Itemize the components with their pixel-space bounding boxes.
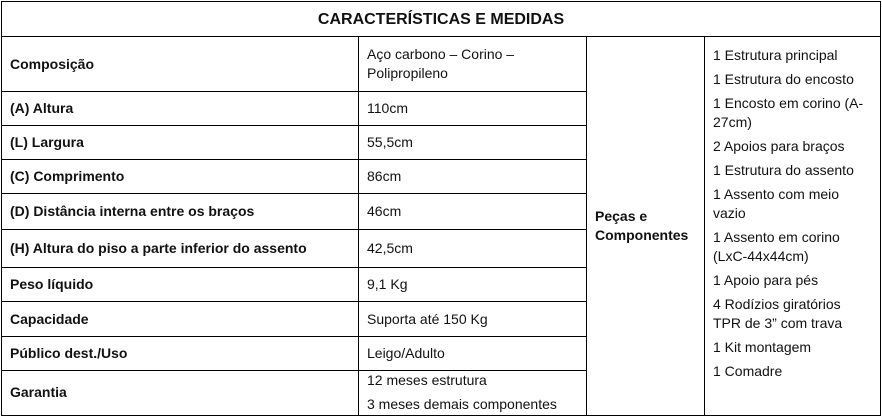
row-value-line: Leigo/Adulto — [367, 344, 445, 361]
row-value-line: Aço carbono – Corino – — [367, 46, 515, 63]
row-value-line: Polipropileno — [367, 65, 448, 82]
table-title: CARACTERÍSTICAS E MEDIDAS — [2, 2, 881, 37]
row-label: (C) Comprimento — [2, 159, 359, 193]
row-label: (A) Altura — [2, 92, 359, 126]
row-value-line: 42,5cm — [367, 240, 413, 256]
list-item: 1 Encosto em corino (A-27cm) — [713, 95, 864, 130]
list-item: 1 Estrutura do encosto — [713, 71, 854, 87]
row-value-line: Suporta até 150 Kg — [367, 310, 488, 327]
row-value — [359, 268, 587, 302]
parts-list-cell — [705, 37, 881, 416]
row-value-line: 86cm — [367, 167, 402, 184]
row-value-line: 12 meses estrutura — [367, 372, 487, 389]
list-item: 4 Rodízios giratórios TPR de 3” com trava — [713, 296, 843, 331]
row-value — [359, 193, 587, 229]
list-item: 2 Apoios para braços — [713, 138, 845, 154]
row-label: Garantia — [2, 370, 359, 415]
row-label: Peso líquido — [2, 268, 359, 302]
row-value — [359, 302, 587, 337]
row-label: Capacidade — [2, 302, 359, 337]
row-value-line: 110cm — [367, 100, 408, 117]
spec-body — [2, 37, 881, 416]
list-item: 1 Estrutura principal — [713, 47, 838, 63]
row-value — [359, 159, 587, 193]
row-value-line: 55,5cm — [367, 134, 413, 150]
row-value — [359, 337, 587, 371]
row-label: (H) Altura do piso a parte inferior do assento — [2, 229, 359, 268]
parts-label-line: Peças e — [595, 208, 648, 224]
table-row — [2, 37, 881, 92]
title-row — [2, 2, 881, 37]
list-item: 1 Apoio para pés — [713, 272, 819, 288]
row-label: (L) Largura — [2, 126, 359, 160]
row-value-line: 3 meses demais componentes — [367, 396, 557, 413]
row-value-line: 46cm — [367, 202, 402, 219]
list-item: 1 Kit montagem — [713, 339, 812, 355]
list-item: 1 Assento em corino (LxC-44x44cm) — [713, 229, 840, 264]
list-item: 1 Estrutura do assento — [713, 162, 854, 178]
specifications-table — [1, 1, 881, 416]
row-value — [359, 92, 587, 126]
parts-label-line: Componentes — [595, 227, 689, 243]
parts-list — [713, 46, 872, 381]
row-value — [359, 126, 587, 160]
row-value-line: 9,1 Kg — [367, 276, 408, 293]
row-label: Composição — [2, 37, 359, 92]
parts-label — [587, 37, 705, 416]
row-value — [359, 370, 587, 415]
row-value — [359, 37, 587, 92]
row-value — [359, 229, 587, 268]
row-label: (D) Distância interna entre os braços — [2, 193, 359, 229]
row-label: Público dest./Uso — [2, 337, 359, 371]
list-item: 1 Comadre — [713, 363, 783, 379]
list-item: 1 Assento com meio vazio — [713, 186, 840, 221]
